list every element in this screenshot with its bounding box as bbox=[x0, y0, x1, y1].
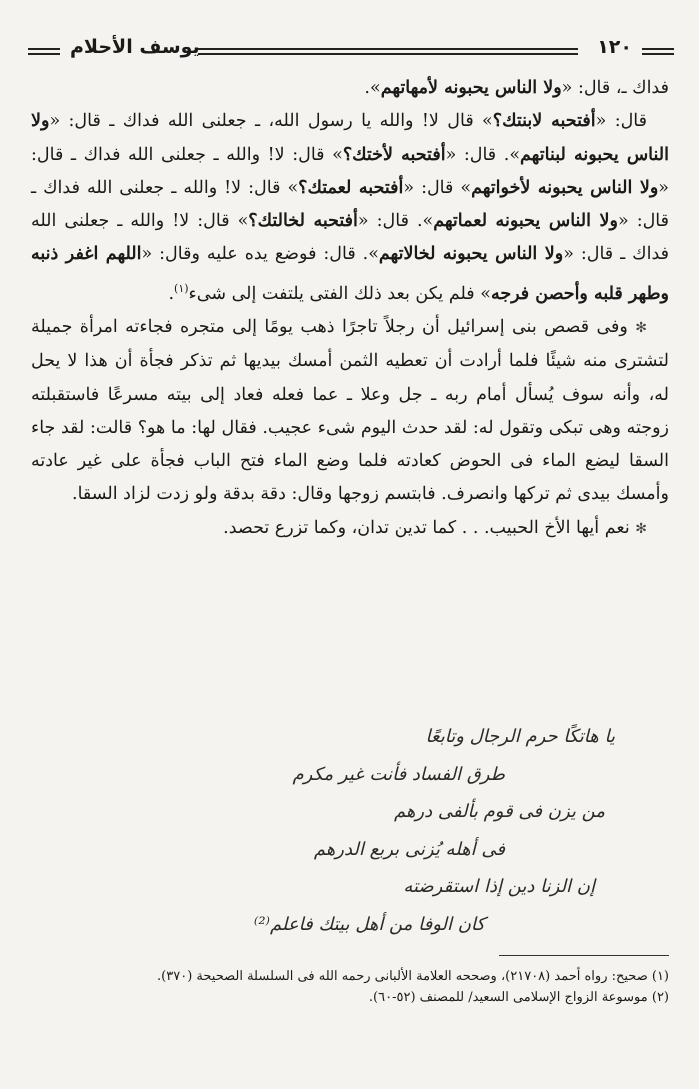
page-number: ١٢٠ bbox=[597, 36, 632, 58]
paragraph: قال: «أفتحبه لابنتك؟» قال لا! والله يا رسول الله، ـ جعلنى الله فداك ـ قال: «ولا الناس يحبونه لبناتهم». قال: «أفتحبه لأختك؟» قال: لا! والله ـ جعلنى الله فداك ـ قال: «ولا الناس يحبونه لأخواتهم» قال: «أفتحبه لعمتك؟» قال: لا! والله ـ جعلنى الله فداك ـ قال: «ولا الناس يحبونه لعماتهم». قال: «أفتحبه لخالتك؟» قال: لا! والله ـ جعلنى الله فداك ـ قال: «ولا الناس يحبونه لخالاتهم». قال: فوضع يده عليه وقال: «اللهم اغفر ذنبه وطهر قلبه وأحصن فرجه» فلم يكن بعد ذلك الفتى يلتفت إلى شىء$^{(١)}$. bbox=[31, 111, 670, 304]
footnote: (٢) موسوعة الزواج الإسلامى السعيد/ للمصنف (٥٢-٦٠). bbox=[368, 990, 669, 1005]
body-text bbox=[31, 72, 669, 546]
poem-verse: طرق الفساد فأنت غير مكرم bbox=[292, 763, 505, 785]
poem-verse: يا هاتكًا حرم الرجال وتابعًا bbox=[425, 726, 615, 747]
page-header bbox=[28, 36, 674, 70]
poem-verse: فى أهله يُزنى بربع الدرهم bbox=[313, 838, 505, 860]
header-rule-right bbox=[642, 48, 674, 55]
poem bbox=[55, 718, 655, 943]
footnotes bbox=[29, 966, 669, 1008]
header-rule-middle bbox=[198, 48, 578, 55]
poem-verse: من يزن فى قوم بألفى درهم bbox=[393, 801, 605, 822]
paragraph: فداك ـ، قال: «ولا الناس يحبونه لأمهاتهم». bbox=[364, 78, 669, 98]
footnote-divider bbox=[499, 955, 669, 956]
header-rule-left bbox=[28, 48, 60, 55]
paragraph: ✻ وفى قصص بنى إسرائيل أن رجلاً تاجرًا ذهب يومًا إلى متجره فجاءته امرأة جميلة لتشترى منه شيئًا فلما أرادت أن تعطيه الثمن أمسك بيديها ثم تذكر فجأة أن هذا لا يحل له، وأنه سوف يُسأل أمام ربه ـ جل وعلا ـ عما فعله فعاد إلى بيته مسرعًا فاستقبلته زوجته وهى تبكى وتقول له: لقد حدث اليوم شىء عجيب. فقال لها: ما هو؟ قالت: لقد جاء السقا ليضع الماء فى الحوض كعادته فلما وضع الماء فتح الباب فجأة على غير عادته وأمسك بيدى ثم تركها وانصرف. فابتسم زوجها وقال: دقة بدقة ولو زدت لزاد السقا. bbox=[31, 316, 669, 505]
book-title: يوسف الأحلام bbox=[70, 36, 200, 58]
poem-verse: كان الوفا من أهل بيتك فاعلم⁽²⁾ bbox=[253, 913, 485, 935]
poem-verse: إن الزنا دين إذا استقرضته bbox=[403, 876, 595, 897]
footnote: (١) صحيح: رواه أحمد (٢١٧٠٨)، وصححه العلامة الألبانى رحمه الله فى السلسلة الصحيحة (٣٧٠). bbox=[157, 969, 669, 984]
paragraph: ✻ نعم أيها الأخ الحبيب. . . كما تدين تدان، وكما تزرع تحصد. bbox=[223, 517, 647, 538]
